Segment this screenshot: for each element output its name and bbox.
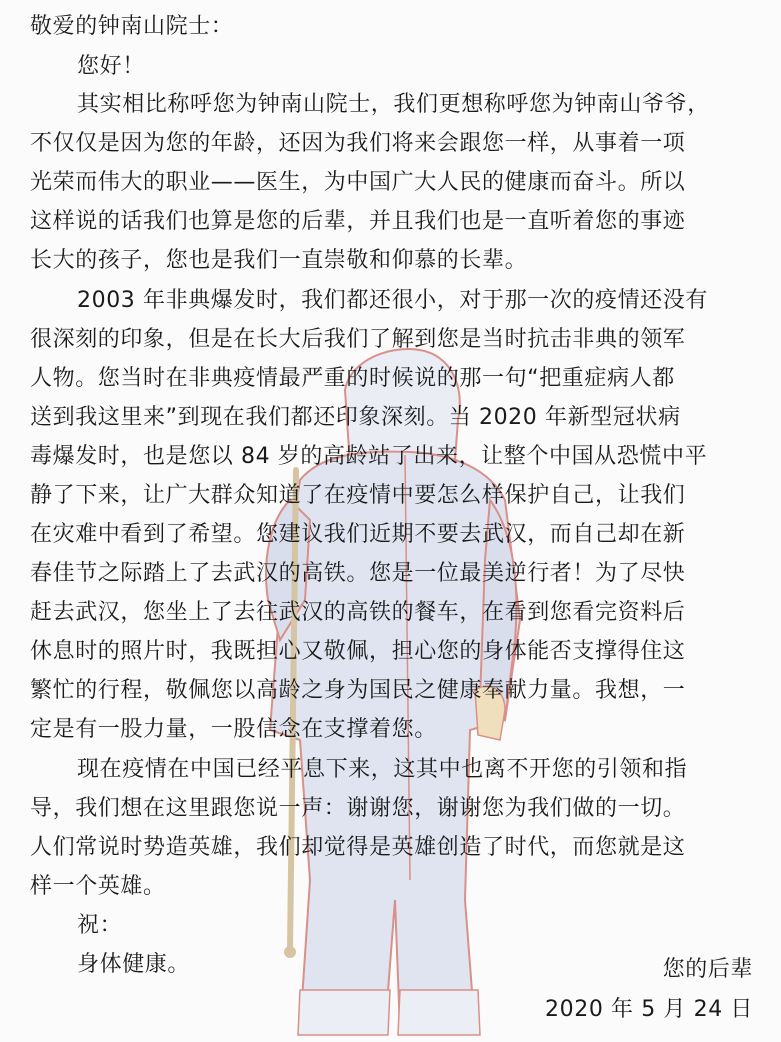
paragraph2-line: 送到我这里来”到现在我们都还印象深刻。当 2020 年新型冠状病 — [30, 405, 681, 430]
paragraph2-line: 定是有一股力量，一股信念在支撑着您。 — [30, 717, 437, 742]
paragraph3-line: 人们常说时势造英雄，我们却觉得是英雄创造了时代，而您就是这 — [30, 835, 686, 860]
paragraph2-line: 休息时的照片时，我既担心又敬佩，担心您的身体能否支撑得住这 — [30, 639, 686, 664]
paragraph3-line: 现在疫情在中国已经平息下来，这其中也离不开您的引领和指 — [77, 757, 688, 782]
paragraph2-line: 毒爆发时，也是您以 84 岁的高龄站了出来，让整个中国从恐慌中平 — [30, 444, 708, 469]
letter-date: 2020 年 5 月 24 日 — [545, 997, 753, 1022]
paragraph2-line: 2003 年非典爆发时，我们都还很小，对于那一次的疫情还没有 — [77, 288, 708, 313]
paragraph2-line: 人物。您当时在非典疫情最严重的时候说的那一句“把重症病人都 — [30, 366, 675, 391]
paragraph1-line: 其实相比称呼您为钟南山院士，我们更想称呼您为钟南山爷爷， — [77, 92, 710, 117]
closing-health: 身体健康。 — [77, 952, 191, 977]
signature: 您的后辈 — [662, 957, 753, 982]
paragraph1-line: 不仅仅是因为您的年龄，还因为我们将来会跟您一样，从事着一项 — [30, 131, 686, 156]
paragraph2-line: 春佳节之际踏上了去武汉的高铁。您是一位最美逆行者！为了尽快 — [30, 561, 686, 586]
paragraph2-line: 繁忙的行程，敬佩您以高龄之身为国民之健康奉献力量。我想，一 — [30, 678, 686, 703]
paragraph1-line: 长大的孩子，您也是我们一直崇敬和仰慕的长辈。 — [30, 248, 528, 273]
paragraph2-line: 静了下来，让广大群众知道了在疫情中要怎么样保护自己，让我们 — [30, 483, 686, 508]
paragraph2-line: 在灾难中看到了希望。您建议我们近期不要去武汉，而自己却在新 — [30, 522, 686, 547]
greeting: 您好！ — [77, 54, 145, 79]
paragraph1-line: 这样说的话我们也算是您的后辈，并且我们也是一直听着您的事迹 — [30, 209, 686, 234]
closing-wish: 祝： — [77, 913, 123, 938]
paragraph2-line: 很深刻的印象，但是在长大后我们了解到您是当时抗击非典的领军 — [30, 327, 686, 352]
paragraph2-line: 赶去武汉，您坐上了去往武汉的高铁的餐车，在看到您看完资料后 — [30, 600, 686, 625]
paragraph1-line: 光荣而伟大的职业——医生，为中国广大人民的健康而奋斗。所以 — [30, 170, 686, 195]
salutation: 敬爱的钟南山院士： — [30, 14, 234, 39]
paragraph3-line: 样一个英雄。 — [30, 874, 166, 899]
paragraph3-line: 导，我们想在这里跟您说一声：谢谢您，谢谢您为我们做的一切。 — [30, 796, 686, 821]
